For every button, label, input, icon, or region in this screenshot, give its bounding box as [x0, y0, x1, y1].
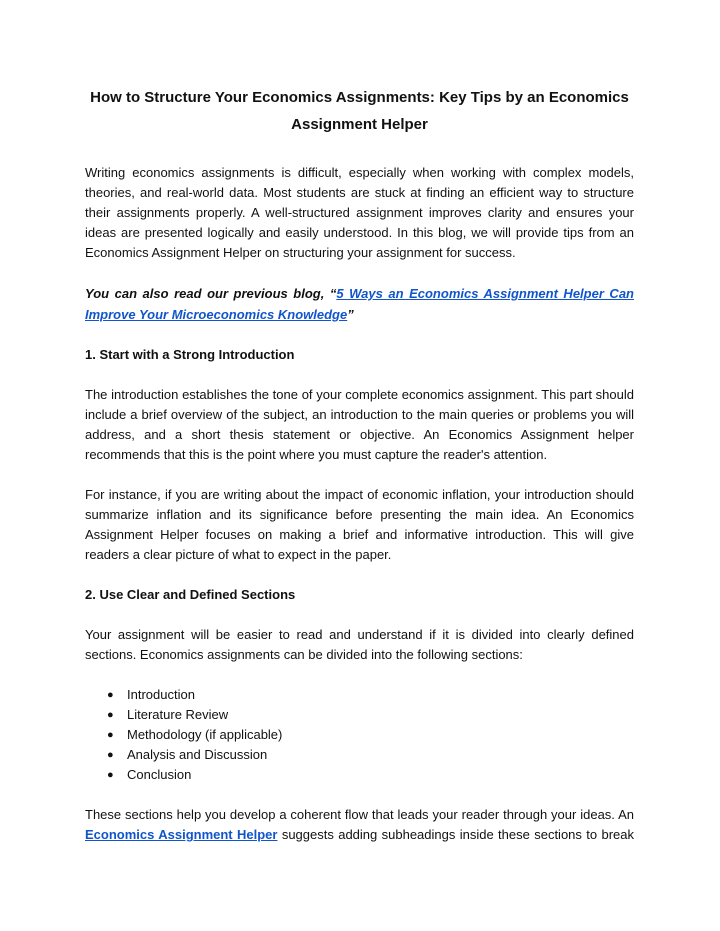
list-item — [107, 725, 634, 745]
previous-blog-suffix: ” — [347, 307, 354, 322]
bullet-icon: ● — [107, 689, 114, 701]
previous-blog-prefix: You can also read our previous blog, “ — [85, 286, 337, 301]
page-title: How to Structure Your Economics Assignments: Key Tips by an Economics Assignment Helper — [90, 89, 629, 133]
previous-blog-callout — [85, 283, 634, 325]
section-1-paragraph-2: For instance, if you are writing about the impact of economic inflation, your introduction should summarize inflation and its significance before presenting the main idea. An Economics Assignment Helper focuses on making a brief and informative introduction. This will give readers a clear picture of what to expect in the paper. — [85, 487, 634, 562]
bullet-icon: ● — [107, 749, 114, 761]
section-2-paragraph-2-text: These sections help you develop a coherent flow that leads your reader through your ideas. An — [85, 807, 634, 822]
list-item — [107, 685, 634, 705]
section-2-paragraph-2 — [85, 805, 634, 845]
economics-assignment-helper-link[interactable]: Economics Assignment Helper — [85, 827, 278, 842]
section-2-paragraph-2-tail: suggests adding subheadings inside these sections to break — [277, 827, 634, 842]
previous-blog-link[interactable]: 5 Ways an Economics Assignment Helper Can Improve Your Microeconomics Knowledge — [85, 286, 634, 322]
list-item — [107, 745, 634, 765]
intro-paragraph: Writing economics assignments is difficult, especially when working with complex models, theories, and real-world data. Most students are stuck at finding an efficient way to structure their assignments properly. A well-structured assignment improves clarity and ensures your ideas are presented logically and easily understood. In this blog, we will provide tips from an Economics Assignment Helper on structuring your assignment for success. — [85, 165, 634, 260]
list-item — [107, 705, 634, 725]
list-item-label: Methodology (if applicable) — [127, 727, 283, 742]
bullet-icon: ● — [107, 729, 114, 741]
list-item — [107, 765, 634, 785]
list-item-label: Literature Review — [127, 707, 229, 722]
list-item-label: Conclusion — [127, 767, 192, 782]
bullet-icon: ● — [107, 709, 114, 721]
list-item-label: Analysis and Discussion — [127, 747, 268, 762]
section-1-heading: 1. Start with a Strong Introduction — [85, 347, 295, 362]
section-1-paragraph-1: The introduction establishes the tone of your complete economics assignment. This part should include a brief overview of the subject, an introduction to the main queries or problems you will address, and a short thesis statement or objective. An Economics Assignment helper recommends that this is the point where you must capture the reader's attention. — [85, 387, 634, 462]
section-2-heading: 2. Use Clear and Defined Sections — [85, 587, 296, 602]
sections-list — [85, 685, 634, 785]
bullet-icon: ● — [107, 769, 114, 781]
section-2-paragraph-1: Your assignment will be easier to read and understand if it is divided into clearly defined sections. Economics assignments can be divided into the following sections: — [85, 627, 634, 662]
list-item-label: Introduction — [127, 687, 195, 702]
